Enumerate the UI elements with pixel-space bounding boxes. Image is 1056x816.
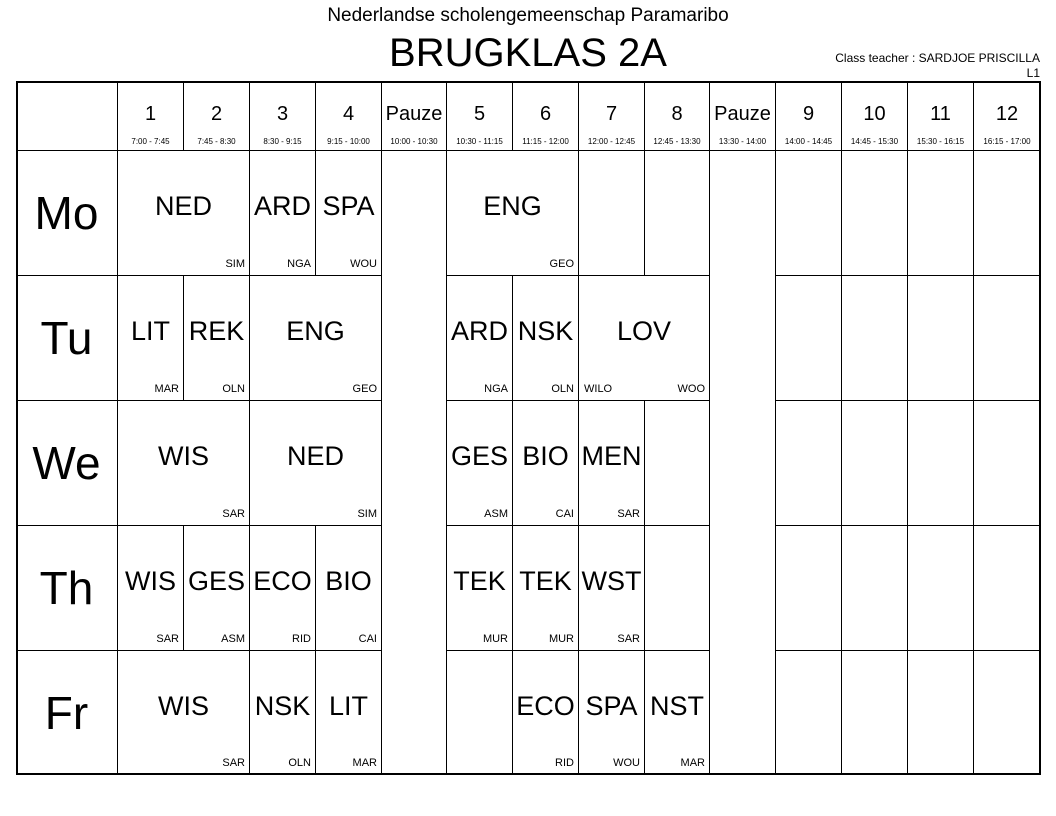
lesson-subject: ENG [286,316,345,346]
empty-cell [974,151,1041,276]
lesson-cell [513,526,579,651]
lesson-subject-wrap [316,526,381,636]
lesson-teacher: SAR [156,633,179,645]
lesson-cell [184,526,250,651]
class-title: BRUGKLAS 2A [389,31,667,75]
lesson-teacher: NGA [287,258,311,270]
header-pause [382,81,447,151]
period-time: 10:30 - 11:15 [456,137,503,146]
lesson-teacher: RID [555,757,574,769]
empty-cell [579,151,645,276]
lesson-subject-wrap [316,651,381,760]
empty-cell [776,526,842,651]
period-time: 16:15 - 17:00 [983,137,1031,146]
empty-cell [447,651,513,775]
lesson-teacher: WOU [350,258,377,270]
period-number: 8 [671,103,683,125]
lesson-cell [447,526,513,651]
lesson-subject-wrap [250,151,315,261]
lesson-subject: WST [581,566,642,596]
lesson-teacher: RID [292,633,311,645]
period-number: 1 [144,103,157,125]
lesson-teacher: SAR [617,633,640,645]
lesson-teacher: MUR [482,633,508,645]
lesson-teacher: SIM [225,258,245,270]
period-time: 8:30 - 9:15 [263,137,302,146]
empty-cell [908,151,974,276]
day-label: Tu [40,312,93,364]
period-number: 5 [473,103,486,125]
day-label: We [32,437,101,489]
lesson-cell [250,276,382,401]
lesson-cell [250,651,316,775]
lesson-subject: LIT [328,690,368,721]
period-number: Pauze [385,103,443,125]
period-number: 4 [342,103,355,125]
lesson-teacher: MAR [352,757,377,769]
period-time: 12:45 - 13:30 [653,137,701,146]
lesson-teacher: CAI [358,633,377,645]
lesson-subject: LIT [130,316,170,346]
lesson-subject-wrap [447,151,578,261]
lesson-cell [513,276,579,401]
pause-column [382,151,447,775]
lesson-teacher: SAR [222,508,245,520]
lesson-subject-wrap [250,526,315,636]
empty-cell [776,651,842,775]
lesson-subject-wrap [118,151,249,261]
lesson-subject: ARD [450,316,508,346]
period-number: Pauze [714,103,771,125]
lesson-cell [513,401,579,526]
lesson-subject-wrap [447,276,512,386]
lesson-cell [447,401,513,526]
lesson-subject-wrap [645,651,709,760]
lesson-cell [118,526,184,651]
lesson-subject-wrap [118,276,183,386]
period-time: 9:15 - 10:00 [327,137,370,146]
lesson-subject: ARD [253,191,311,221]
period-number: 7 [605,103,618,125]
day-label: Fr [44,686,89,739]
empty-cell [908,401,974,526]
pause-column [710,151,776,775]
header-period [974,81,1041,151]
lesson-subject: NED [154,191,212,221]
lesson-teacher: SIM [357,508,377,520]
empty-cell [776,276,842,401]
period-time: 13:30 - 14:00 [718,137,767,146]
lesson-teacher: WOO [677,383,705,395]
header-pause [710,81,776,151]
header-period [184,81,250,151]
empty-cell [842,276,908,401]
lesson-teacher: MAR [680,757,705,769]
lesson-cell [118,151,250,276]
lesson-cell [118,276,184,401]
empty-cell [645,401,710,526]
lesson-subject: WIS [125,566,176,596]
period-time: 11:15 - 12:00 [522,137,569,146]
empty-cell [776,151,842,276]
day-label: Th [39,562,94,614]
lesson-subject: TEK [519,566,572,596]
lesson-subject-wrap [513,651,578,760]
period-number: 3 [276,103,289,125]
room-label: L1 [1026,66,1040,80]
header-period [645,81,710,151]
empty-cell [908,651,974,775]
lesson-subject-wrap [118,651,249,760]
empty-cell [974,651,1041,775]
period-number: 11 [930,103,951,125]
lesson-subject-wrap [579,276,709,386]
lesson-cell [184,276,250,401]
period-number: 6 [539,103,552,125]
lesson-teacher: OLN [222,383,245,395]
day-label-cell [16,651,118,775]
header-period [118,81,184,151]
period-number: 10 [863,103,886,125]
empty-cell [974,526,1041,651]
lesson-subject: ECO [253,566,312,596]
empty-cell [842,151,908,276]
lesson-teacher: NGA [484,383,508,395]
period-number: 2 [210,103,223,125]
empty-cell [645,526,710,651]
lesson-teacher: OLN [288,757,311,769]
period-time: 7:45 - 8:30 [197,137,236,146]
period-time: 15:30 - 16:15 [916,137,965,146]
lesson-cell [447,151,579,276]
header-period [579,81,645,151]
lesson-teacher: SAR [222,757,245,769]
lesson-cell [645,651,710,775]
lesson-subject-wrap [184,276,249,386]
class-teacher: Class teacher : SARDJOE PRISCILLA [835,51,1040,65]
lesson-subject: REK [188,316,245,346]
day-label: Mo [34,187,99,239]
period-time: 14:00 - 14:45 [784,137,833,146]
period-time: 7:00 - 7:45 [131,137,170,146]
header-period [908,81,974,151]
period-number: 9 [802,103,815,125]
lesson-subject: ECO [516,690,575,721]
lesson-subject-wrap [250,276,381,386]
lesson-subject: GES [187,566,246,596]
empty-cell [842,401,908,526]
empty-cell [908,276,974,401]
empty-cell [842,651,908,775]
header-period [842,81,908,151]
header-period [250,81,316,151]
lesson-subject-wrap [316,151,381,261]
lesson-cell [579,401,645,526]
lesson-subject: MEN [581,441,642,471]
lesson-teacher-secondary: WILO [584,383,613,395]
lesson-teacher: MAR [154,383,179,395]
lesson-subject: LOV [616,316,672,346]
empty-cell [776,401,842,526]
lesson-cell [118,401,250,526]
lesson-teacher: OLN [551,383,574,395]
period-number: 12 [995,103,1019,125]
lesson-subject: NST [650,690,704,721]
empty-cell [908,526,974,651]
lesson-subject-wrap [513,276,578,386]
lesson-subject-wrap [447,526,512,636]
lesson-cell [579,276,710,401]
lesson-cell [316,526,382,651]
lesson-cell [316,651,382,775]
period-time: 10:00 - 10:30 [390,137,438,146]
lesson-subject: GES [450,441,509,471]
lesson-subject: TEK [453,566,506,596]
lesson-subject: NED [286,441,344,471]
lesson-subject-wrap [250,651,315,760]
timetable-grid [16,81,1041,775]
lesson-subject-wrap [118,401,249,511]
lesson-subject: BIO [522,441,569,471]
header-period [776,81,842,151]
lesson-teacher: SAR [617,508,640,520]
header-corner [16,81,118,151]
lesson-cell [250,526,316,651]
day-label-cell [16,401,118,526]
lesson-cell [250,151,316,276]
empty-cell [645,151,710,276]
lesson-subject: WIS [158,441,209,471]
lesson-subject-wrap [447,401,512,511]
lesson-subject-wrap [184,526,249,636]
lesson-cell [513,651,579,775]
day-label-cell [16,526,118,651]
empty-cell [842,526,908,651]
school-name: Nederlandse scholengemeenschap Paramaribo [327,5,729,26]
lesson-cell [447,276,513,401]
period-time: 12:00 - 12:45 [587,137,636,146]
lesson-subject: NSK [254,690,311,721]
lesson-subject: SPA [585,690,638,721]
lesson-teacher: MUR [548,633,574,645]
lesson-teacher: ASM [484,508,508,520]
empty-cell [974,401,1041,526]
lesson-cell [579,526,645,651]
lesson-subject: NSK [517,316,574,346]
lesson-subject-wrap [513,526,578,636]
day-label-cell [16,276,118,401]
lesson-teacher: GEO [549,258,574,270]
lesson-subject: BIO [325,566,372,596]
lesson-cell [579,651,645,775]
lesson-subject-wrap [513,401,578,511]
lesson-subject-wrap [579,526,644,636]
lesson-subject: SPA [322,191,375,221]
lesson-subject-wrap [250,401,381,511]
lesson-teacher: CAI [555,508,574,520]
lesson-subject: ENG [483,191,542,221]
header-period [316,81,382,151]
header-period [513,81,579,151]
lesson-subject-wrap [579,651,644,760]
lesson-teacher: ASM [221,633,245,645]
lesson-subject-wrap [118,526,183,636]
lesson-cell [118,651,250,775]
lesson-teacher: GEO [352,383,377,395]
lesson-subject-wrap [579,401,644,511]
header-period [447,81,513,151]
lesson-teacher: WOU [613,757,640,769]
lesson-subject: WIS [158,690,209,721]
period-time: 14:45 - 15:30 [850,137,899,146]
empty-cell [974,276,1041,401]
day-label-cell [16,151,118,276]
lesson-cell [316,151,382,276]
lesson-cell [250,401,382,526]
